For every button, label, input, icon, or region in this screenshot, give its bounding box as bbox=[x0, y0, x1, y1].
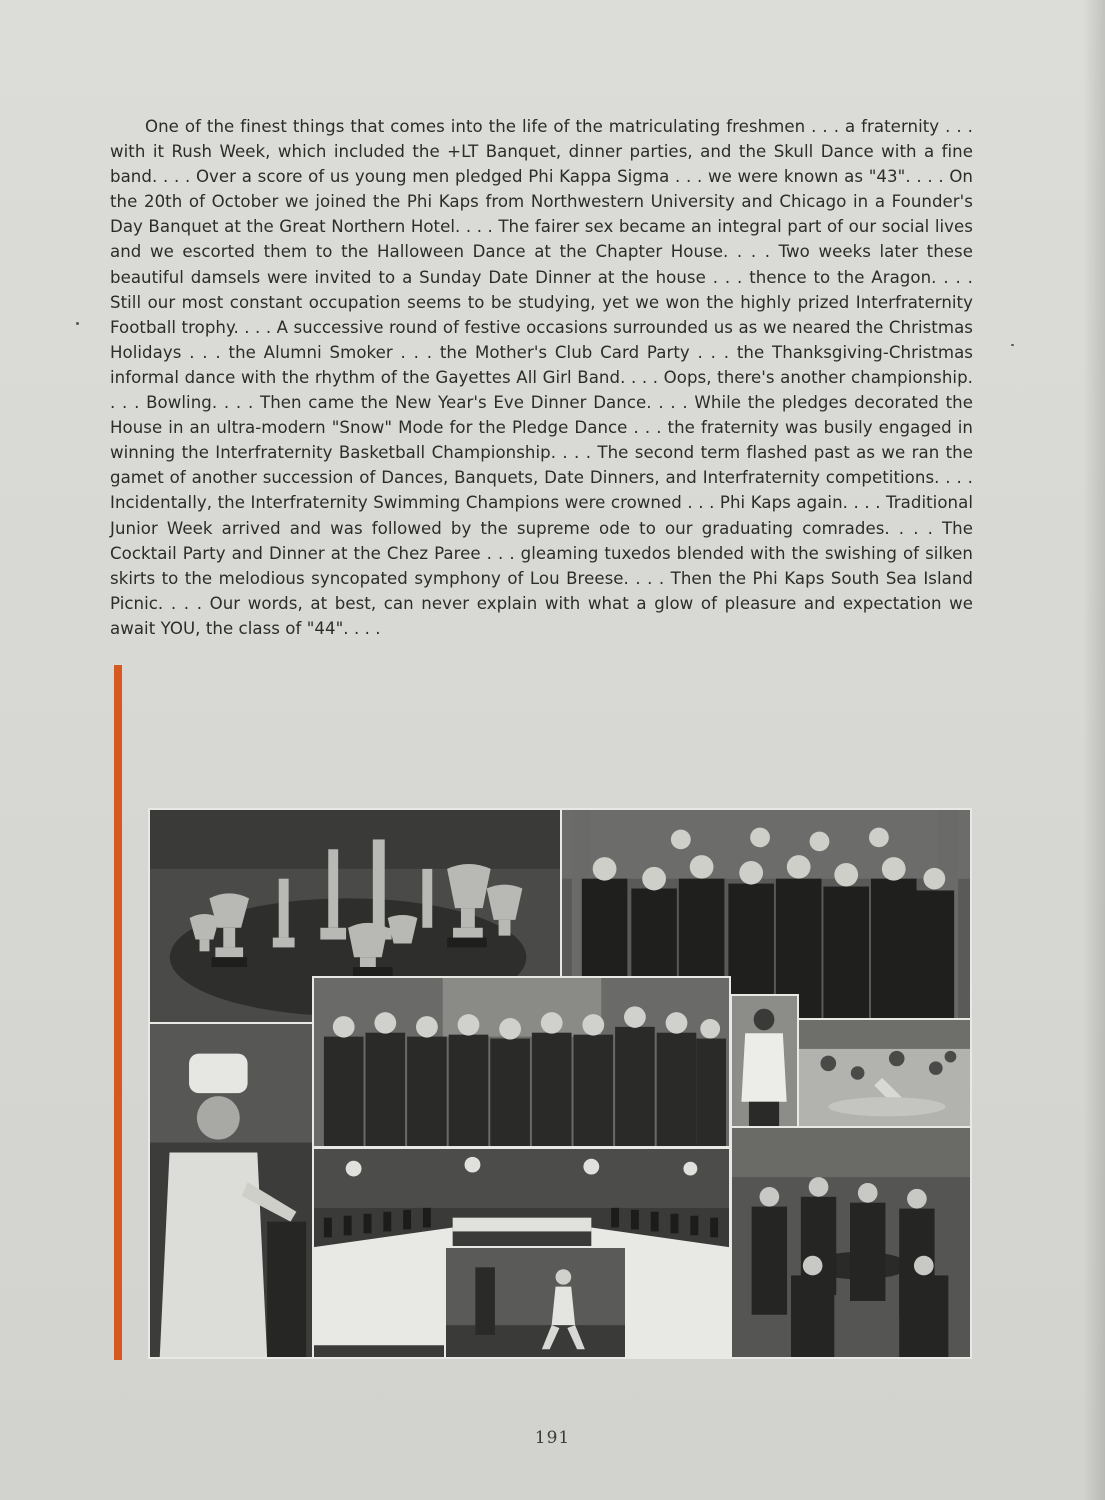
orange-accent-bar bbox=[114, 665, 122, 1360]
photo-card-game bbox=[730, 1126, 972, 1359]
page-edge-shadow bbox=[1083, 0, 1105, 1500]
photo-dancers-inset bbox=[444, 1246, 627, 1359]
page-number: 191 bbox=[534, 1428, 571, 1448]
paper-speck bbox=[76, 322, 79, 325]
photo-collage bbox=[148, 808, 972, 1359]
photo-group-chapter-house bbox=[312, 976, 731, 1148]
paper-speck bbox=[1011, 344, 1014, 346]
body-paragraph: One of the finest things that comes into the life of the matriculating freshmen . . . a fraternity . . . with it Rush Week, which included the +LT Banquet, dinner parties, and the Skull Dance with a fine band. . . . Over a score of us young men pledged Phi Kappa Sigma . . . we were known as "43". . . . On the 20th of October we joined the Phi Kaps from Northwestern University and Chicago in a Founder's Day Banquet at the Great Northern Hotel. . . . The fairer sex became an integral part of our social lives and we escorted them to the Halloween Dance at the Chapter House. . . . Two weeks later these beautiful damsels were invited to a Sunday Date Dinner at the house . . . thence to the Aragon. . . . Still our most constant occupation seems to be studying, yet we won the highly prized Interfraternity Football trophy. . . . A successive round of festive occasions surrounded us as we neared the Christmas Holidays . . . the Alumni Smoker . . . the Mother's Club Card Party . . . the Thanksgiving-Christmas informal dance with the rhythm of the Gayettes All Girl Band. . . . Oops, there's another championship. . . . Bowling. . . . Then came the New Year's Eve Dinner Dance. . . . While the pledges decorated the House in an ultra-modern "Snow" Mode for the Pledge Dance . . . the fraternity was busily engaged in winning the Interfraternity Basketball Championship. . . . The second term flashed past as we ran the gamet of another succession of Dances, Banquets, Date Dinners, and Interfraternity competitions. . . . Incidentally, the Interfraternity Swimming Champions were crowned . . . Phi Kaps again. . . . Traditional Junior Week arrived and was followed by the supreme ode to our graduating comrades. . . . The Cocktail Party and Dinner at the Chez Paree . . . gleaming tuxedos blended with the swishing of silken skirts to the melodious syncopated symphony of Lou Breese. . . . Then the Phi Kaps South Sea Island Picnic. . . . Our words, at best, can never explain with what a glow of pleasure and expectation we await YOU, the class of "44". . . . bbox=[110, 117, 973, 638]
photo-picnic bbox=[797, 1018, 972, 1128]
photo-cook bbox=[148, 1022, 314, 1359]
